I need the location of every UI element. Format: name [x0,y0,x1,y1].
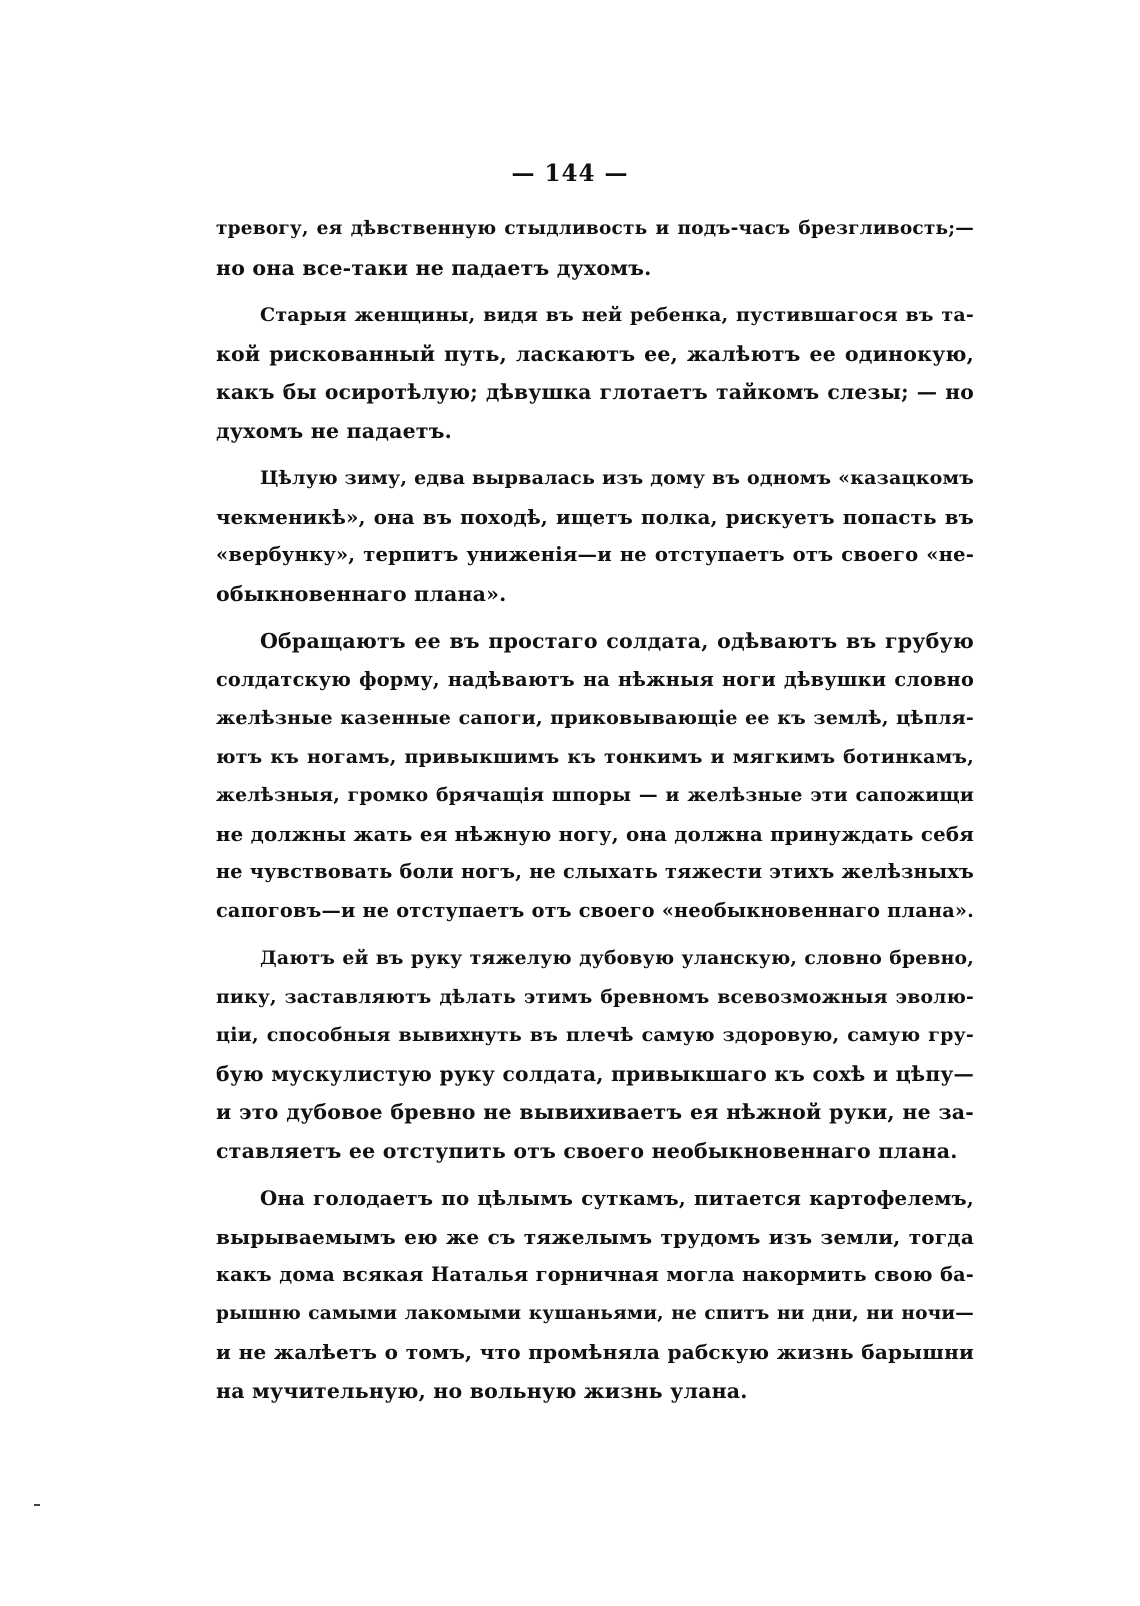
text-line: ціи, способныя вывихнуть въ плечѣ самую здоровую, самую гру- [216,1024,974,1046]
text-line: желѣзные казенные сапоги, приковывающіе ее къ землѣ, цѣпля- [216,707,974,729]
text-line: вырываемымъ ею же съ тяжелымъ трудомъ изъ земли, тогда [216,1224,974,1249]
text-line: рышню самыми лакомыми кушаньями, не спитъ ни дни, ни ночи— [216,1302,974,1324]
text-line: «вербунку», терпитъ униженія—и не отступаетъ отъ своего «не- [216,543,974,566]
text-line: какъ дома всякая Наталья горничная могла накормить свою ба- [216,1263,974,1286]
text-line: обыкновеннаго плана». [216,581,507,606]
paragraph-gap [216,930,974,939]
text-line: духомъ не падаетъ. [216,418,452,443]
text-line: не должны жать ея нѣжную ногу, она должна принуждать себя [216,821,974,846]
paragraph-gap [216,450,974,459]
text-line: тревогу, ея дѣвственную стыдливость и подъ-часъ брезгливость;— [216,218,974,239]
paragraph-5 [216,939,974,1170]
text-line: на мучительную, но вольную жизнь улана. [216,1378,748,1403]
paragraph-gap [216,613,974,622]
text-line: кой рискованный путь, ласкаютъ ее, жалѣютъ ее одинокую, [216,341,974,366]
text-line: солдатскую форму, надѣваютъ на нѣжныя ноги дѣвушки словно [216,667,974,691]
paragraph-gap [216,1170,974,1179]
scan-speck [34,1504,40,1506]
text-line: Она голодаетъ по цѣлымъ суткамъ, питается картофелемъ, [260,1186,974,1210]
text-line: ютъ къ ногамъ, привыкшимъ къ тонкимъ и мягкимъ ботинкамъ, [216,745,974,768]
text-line: Цѣлую зиму, едва вырвалась изъ дому въ одномъ «казацкомъ [260,467,974,489]
paragraph-gap [216,287,974,296]
text-line: ставляетъ ее отступить отъ своего необыкновеннаго плана. [216,1138,958,1163]
paragraph-4 [216,622,974,930]
body-text [216,210,974,1410]
page-number: — 144 — [511,160,629,187]
paragraph-1 [216,210,974,287]
text-line: желѣзныя, громко брячащія шпоры — и желѣзные эти сапожищи [216,784,974,806]
text-line: Старыя женщины, видя въ ней ребенка, пустившагося въ та- [260,304,974,326]
text-line: не чувствовать боли ногъ, не слыхать тяжести этихъ желѣзныхъ [216,860,974,883]
text-line: и не жалѣетъ о томъ, что промѣняла рабскую жизнь барышни [216,1340,974,1364]
text-line: пику, заставляютъ дѣлать этимъ бревномъ всевозможныя эволю- [216,985,974,1008]
text-line: но она все-таки не падаетъ духомъ. [216,255,652,280]
paragraph-6 [216,1179,974,1410]
text-line: бую мускулистую руку солдата, привыкшаго къ сохѣ и цѣпу— [216,1061,974,1086]
text-line: какъ бы осиротѣлую; дѣвушка глотаетъ тайкомъ слезы; — но [216,380,974,404]
paragraph-3 [216,459,974,613]
text-line: Обращаютъ ее въ простаго солдата, одѣваютъ въ грубую [260,629,974,653]
text-line: чекменикѣ», она въ походѣ, ищетъ полка, рискуетъ попасть въ [216,504,974,529]
text-line: Даютъ ей въ руку тяжелую дубовую уланскую, словно бревно, [260,947,974,969]
text-line: и это дубовое бревно не вывихиваетъ ея нѣжной руки, не за- [216,1100,974,1124]
paragraph-2 [216,296,974,450]
text-line: сапоговъ—и не отступаетъ отъ своего «необыкновеннаго плана». [216,898,974,922]
